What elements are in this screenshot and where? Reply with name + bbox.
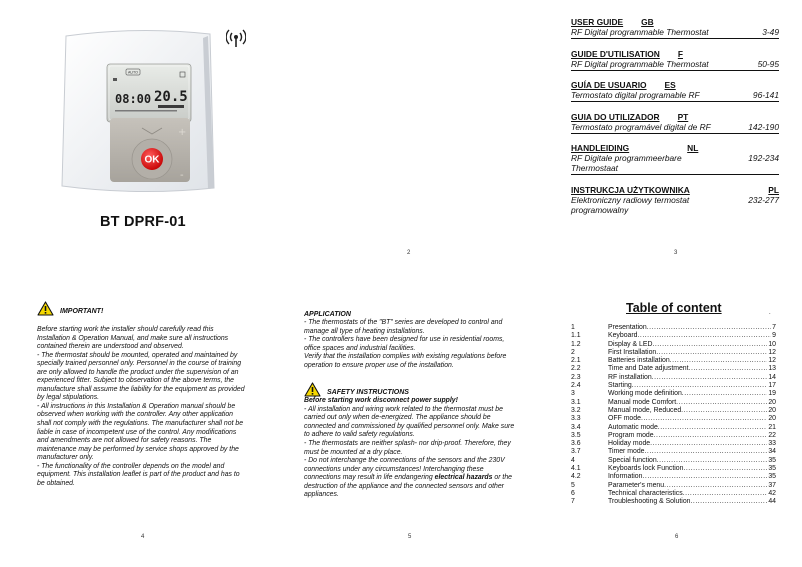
toc-number: 3.5 — [571, 431, 581, 439]
safety-paragraph: - All installation and wiring work related to the thermostat must be carried out only when de-energized. The appliance should be connected and commissioned by qualified personnel only. Make sure to adhere to valid safety regulations. — [304, 405, 515, 439]
toc-label: Presentation — [608, 324, 647, 331]
language-entry-gb[interactable] — [571, 17, 779, 39]
language-pages: 3-49 — [762, 27, 779, 37]
toc-leader-dots — [657, 457, 768, 465]
language-entry-f[interactable] — [571, 49, 779, 71]
language-entry-nl[interactable] — [571, 143, 779, 175]
model-title: BT DPRF-01 — [100, 214, 186, 230]
language-code: ES — [664, 80, 676, 90]
toc-number: 5 — [571, 481, 575, 489]
language-index — [571, 17, 779, 225]
toc-page: 34 — [768, 448, 776, 456]
language-desc: RF Digitale programmeerbare Thermostaat — [571, 153, 682, 173]
toc-label: Starting — [608, 382, 632, 390]
toc-row[interactable] — [571, 448, 776, 456]
toc-leader-dots — [670, 357, 768, 365]
toc-leader-dots — [652, 341, 767, 349]
language-desc: Elektroniczny radiowy termostat programowalny — [571, 194, 690, 215]
toc-label: RF installation — [608, 373, 652, 381]
toc-page: 20 — [768, 406, 776, 414]
warning-icon — [304, 382, 321, 397]
toc-leader-dots — [691, 498, 768, 506]
toc-leader-dots — [656, 349, 767, 357]
toc-page: 19 — [768, 390, 776, 398]
toc-label: Manual mode Comfort — [608, 398, 677, 406]
toc-row[interactable] — [571, 457, 776, 465]
toc-number: 4.2 — [571, 473, 581, 481]
toc-leader-dots — [650, 440, 767, 448]
toc-page: 13 — [768, 365, 776, 373]
toc-label: Working mode definition — [608, 390, 682, 398]
application-section — [304, 310, 520, 500]
toc-number: 3.4 — [571, 423, 581, 431]
toc-page: 14 — [768, 373, 776, 381]
page-number-6: 6 — [675, 534, 679, 540]
toc-page: 33 — [768, 440, 776, 448]
toc-leader-dots — [654, 432, 768, 440]
language-title: GUIA DO UTILIZADOR — [571, 111, 660, 122]
page-number-3: 3 — [674, 250, 678, 256]
toc-label: Technical characteristics — [608, 489, 683, 497]
language-pages: 192-234 — [748, 153, 779, 163]
important-section — [37, 301, 247, 488]
table-of-content — [571, 324, 776, 507]
toc-leader-dots — [647, 324, 771, 332]
toc-row[interactable] — [571, 374, 776, 382]
device-lcd-time: 08:00 — [115, 92, 152, 106]
language-title: GUÍA DE USUARIO — [571, 80, 647, 90]
device-minus-icon: - — [180, 170, 184, 181]
language-title: USER GUIDE — [571, 17, 624, 27]
important-paragraph: - The thermostat should be mounted, operated and maintained by specially trained personnel only. Personnel in the course of training are only allowed to handle the product under the supervision of an experienced fitter. Subject to observation of the above terms, the manufacture shall assume the liability for the equipment as provided by legal stipulations. — [37, 351, 245, 402]
toc-number: 3.3 — [571, 415, 581, 423]
toc-label: OFF mode — [608, 415, 641, 423]
toc-leader-dots — [681, 407, 767, 415]
toc-label: Manual mode, Reduced — [608, 406, 682, 414]
language-desc: Termostato programável digital de RF — [571, 121, 711, 132]
toc-page: 35 — [768, 456, 776, 464]
toc-label: First Installation — [608, 348, 657, 356]
toc-row[interactable] — [571, 465, 776, 473]
toc-page: 37 — [768, 481, 776, 489]
language-desc: RF Digital programmable Thermostat — [571, 27, 709, 37]
toc-number: 2 — [571, 348, 575, 356]
toc-number: 3.6 — [571, 440, 581, 448]
language-pages: 232-277 — [748, 194, 779, 205]
language-entry-pt[interactable] — [571, 112, 779, 134]
toc-row[interactable] — [571, 424, 776, 432]
application-title: APPLICATION — [304, 311, 351, 318]
toc-number: 3 — [571, 390, 575, 398]
page-number-4: 4 — [141, 534, 145, 540]
toc-page: 9 — [772, 332, 776, 340]
toc-page: 42 — [768, 489, 776, 497]
toc-number: 1.1 — [571, 332, 581, 340]
safety-warning: Before starting work disconnect power supply! — [304, 397, 458, 405]
toc-number: 3.2 — [571, 406, 581, 414]
toc-number: 2.1 — [571, 357, 581, 365]
toc-label: Display & LED — [608, 340, 653, 348]
device-lcd-temp: 20.5 — [154, 89, 188, 105]
toc-leader-dots — [641, 415, 767, 423]
toc-row[interactable] — [571, 473, 776, 481]
toc-leader-dots — [683, 465, 767, 473]
toc-label: Keyboards lock Function — [608, 465, 684, 473]
toc-label: Timer mode — [608, 448, 645, 456]
language-code: F — [677, 48, 683, 59]
toc-row[interactable] — [571, 332, 776, 340]
toc-row[interactable] — [571, 399, 776, 407]
toc-row[interactable] — [571, 341, 776, 349]
toc-number: 1 — [571, 324, 575, 331]
warning-icon — [37, 301, 54, 316]
safety-paragraph — [304, 457, 520, 500]
toc-page: 21 — [768, 423, 776, 431]
toc-number: 4.1 — [571, 465, 581, 473]
toc-row[interactable] — [571, 498, 776, 506]
language-code: PL — [768, 184, 779, 195]
application-paragraph: - The controllers have been designed for use in residential rooms, office spaces and industrial facilities. — [304, 336, 505, 352]
language-pages: 142-190 — [748, 121, 779, 132]
toc-row[interactable] — [571, 490, 776, 498]
device-ok-label: OK — [144, 154, 160, 166]
thermostat-device-image — [58, 28, 218, 198]
toc-label: Troubleshooting & Solution — [608, 498, 691, 506]
safety-title: SAFETY INSTRUCTIONS — [327, 388, 409, 396]
application-paragraph: - The thermostats of the "BT" series are developed to control and manage all type of heating installations. — [304, 319, 503, 335]
toc-page: 20 — [768, 415, 776, 423]
language-pages: 96-141 — [752, 90, 779, 100]
toc-title: Table of content — [626, 301, 722, 315]
toc-leader-dots — [676, 399, 767, 407]
safety-p3-bold: electrical hazards — [434, 474, 493, 482]
toc-leader-dots — [642, 473, 767, 481]
toc-number: 1.2 — [571, 340, 581, 348]
application-paragraph: Verify that the installation complies with existing regulations before operation to ensure proper use of the installation. — [304, 353, 507, 369]
toc-number: 2.4 — [571, 382, 581, 390]
toc-row[interactable] — [571, 440, 776, 448]
toc-label: Information — [608, 473, 643, 481]
toc-page: 7 — [772, 324, 776, 331]
language-title: INSTRUKCJA UŻYTKOWNIKA — [571, 184, 690, 195]
language-code: NL — [687, 143, 699, 153]
toc-row[interactable] — [571, 357, 776, 365]
toc-label: Program mode — [608, 431, 654, 439]
toc-label: Automatic mode — [608, 423, 658, 431]
toc-label: Special function — [608, 456, 657, 464]
toc-leader-dots — [652, 374, 768, 382]
toc-number: 6 — [571, 489, 575, 497]
language-desc: RF Digital programmable Thermostat — [571, 58, 709, 69]
toc-number: 3.7 — [571, 448, 581, 456]
safety-p3-start: - Do not interchange the connections of the sensors and the 230V connections under any circumstances! Interchanging these connections may result in life endangering — [304, 457, 505, 482]
toc-row[interactable] — [571, 365, 776, 373]
toc-number: 4 — [571, 456, 575, 464]
toc-row[interactable] — [571, 390, 776, 398]
toc-page: 22 — [768, 431, 776, 439]
toc-number: 3.1 — [571, 398, 581, 406]
safety-paragraph: - The thermostats are neither splash- nor drip-proof. Therefore, they must be mounted at a dry place. — [304, 439, 511, 456]
toc-leader-dots — [664, 482, 767, 490]
language-code: GB — [641, 17, 654, 27]
toc-row[interactable] — [571, 415, 776, 423]
toc-page: 17 — [768, 382, 776, 390]
toc-row[interactable] — [571, 432, 776, 440]
toc-number: 2.3 — [571, 373, 581, 381]
important-paragraph: Before starting work the installer should carefully read this Installation & Operation Manual, and make sure all instructions contained therein are understood and observed. — [37, 326, 229, 351]
toc-row[interactable] — [571, 407, 776, 415]
device-lcd-badge-text: AUTO — [128, 70, 138, 75]
toc-row[interactable] — [571, 382, 776, 390]
toc-leader-dots — [638, 332, 772, 340]
toc-number: 7 — [571, 498, 575, 506]
toc-page: 35 — [768, 473, 776, 481]
device-plus-icon: + — [178, 127, 187, 138]
safety-p3-end: or the destruction of the appliance and the connected sensors and other appliances. — [304, 474, 513, 499]
language-entry-es[interactable] — [571, 80, 779, 102]
language-entry-pl[interactable] — [571, 185, 779, 216]
language-title: GUIDE D'UTILISATION — [571, 48, 660, 59]
page-number-2: 2 — [407, 250, 411, 256]
toc-leader-dots — [683, 490, 768, 498]
language-code: PT — [677, 111, 689, 122]
language-title: HANDLEIDING — [571, 143, 630, 153]
toc-label: Holiday mode — [608, 440, 651, 448]
language-desc: Termostato digital programable RF — [571, 90, 700, 100]
toc-leader-dots — [689, 365, 768, 373]
toc-page: 35 — [768, 465, 776, 473]
toc-row[interactable] — [571, 349, 776, 357]
toc-leader-dots — [645, 448, 768, 456]
toc-label: Keyboard — [608, 332, 638, 340]
rf-signal-icon — [226, 28, 246, 48]
toc-page: 20 — [768, 398, 776, 406]
toc-label: Time and Date adjustment — [608, 365, 689, 373]
important-title: IMPORTANT! — [60, 308, 104, 315]
important-paragraph: - All instructions in this Installation & Operation manual should be observed when working with the controller. Any other application shall not comply with the regulations. The manufacturer shall not be liable in case of incompetent use of the control. Any modifications and amendments are not allowed for safety reasons. The maintenance may be performed by service shops approved by the manufacturer only. — [37, 402, 244, 462]
toc-row[interactable] — [571, 482, 776, 490]
toc-leader-dots — [632, 382, 768, 390]
toc-label: Parameter's menu — [608, 481, 665, 489]
language-pages: 50-95 — [757, 58, 779, 69]
toc-leader-dots — [682, 390, 768, 398]
toc-number: 2.2 — [571, 365, 581, 373]
toc-page: 44 — [768, 498, 776, 506]
toc-mark: . — [769, 310, 771, 316]
toc-leader-dots — [658, 424, 768, 432]
toc-page: 10 — [768, 340, 776, 348]
page-number-5: 5 — [408, 534, 412, 540]
toc-page: 12 — [768, 357, 776, 365]
important-paragraph: - The functionality of the controller depends on the model and equipment. This installation leaflet is part of the product and has to be obtained. — [37, 462, 240, 487]
toc-label: Batteries installation — [608, 357, 670, 365]
toc-row[interactable] — [571, 324, 776, 332]
toc-page: 12 — [768, 348, 776, 356]
